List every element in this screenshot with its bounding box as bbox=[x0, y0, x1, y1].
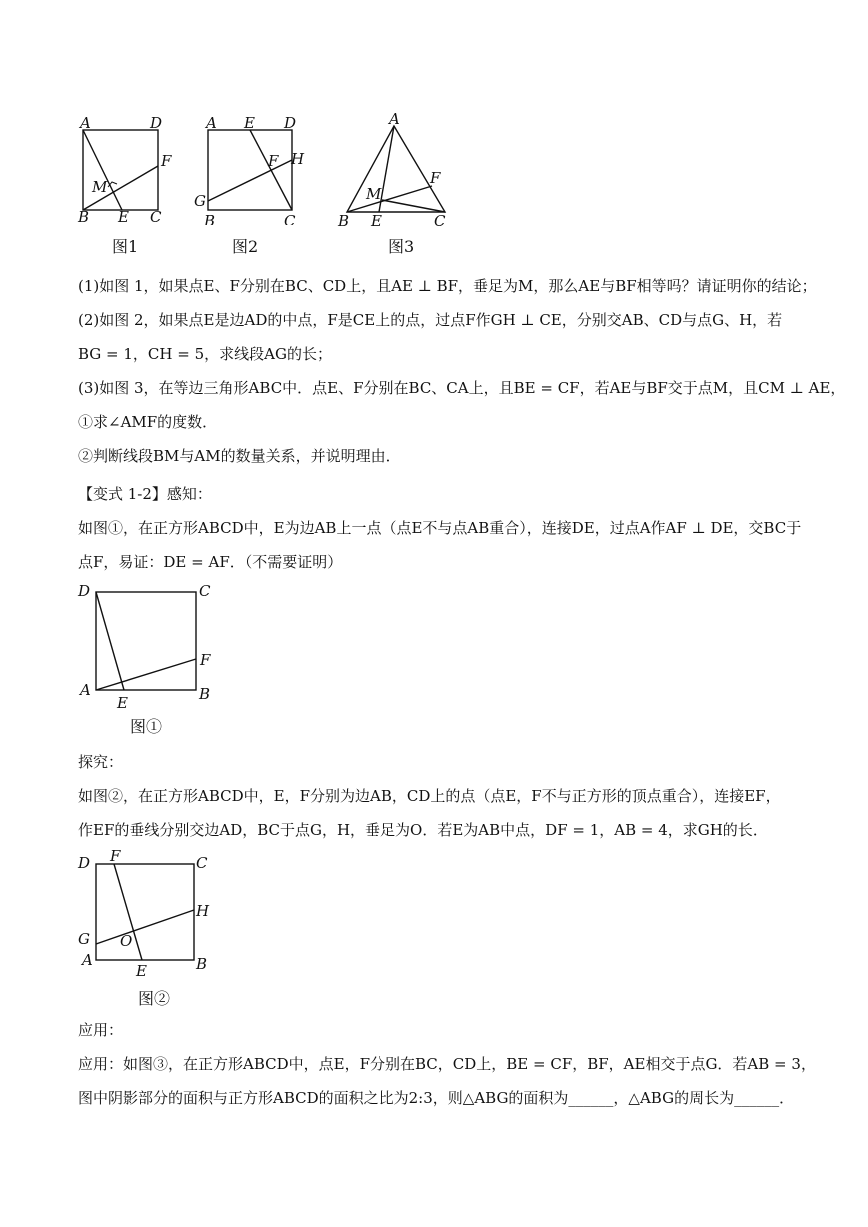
fig2-label-h: H bbox=[291, 150, 305, 168]
fig2-label-f: F bbox=[268, 152, 279, 170]
fig2-segment-gh bbox=[208, 160, 292, 201]
fig2-label-g: G bbox=[194, 192, 206, 210]
figc1-segment-de bbox=[96, 592, 124, 690]
question-2-line-2: BG = 1，CH = 5，求线段AG的长； bbox=[78, 345, 332, 363]
fig2-label-a: A bbox=[206, 114, 217, 132]
figc1-label-b: B bbox=[199, 685, 211, 703]
fig2-label-d: D bbox=[284, 114, 297, 132]
figc1-label-e: E bbox=[117, 694, 128, 708]
figure-3 bbox=[332, 108, 462, 228]
figc2-square bbox=[96, 864, 194, 960]
perceive-line-2: 点F，易证：DE = AF．（不需要证明） bbox=[78, 553, 343, 571]
figc2-label-h: H bbox=[196, 902, 210, 920]
figc2-label-f: F bbox=[110, 847, 121, 865]
figc1-label-f: F bbox=[200, 651, 211, 669]
fig1-label-m: M bbox=[92, 178, 108, 196]
figure-2 bbox=[192, 110, 322, 225]
explore-line-2: 作EF的垂线分别交边AD，BC于点G，H，垂足为O．若E为AB中点，DF = 1，AB = 4，求GH的长． bbox=[78, 821, 768, 839]
figc2-label-a: A bbox=[82, 951, 93, 969]
fig3-label-c: C bbox=[434, 212, 446, 228]
figc1-segment-af bbox=[96, 659, 196, 690]
figc1-caption: 图① bbox=[130, 717, 163, 736]
figc1-label-a: A bbox=[80, 681, 91, 699]
fig2-label-c: C bbox=[284, 212, 296, 225]
fig3-label-m: M bbox=[366, 185, 382, 203]
figc2-label-b: B bbox=[196, 955, 208, 973]
fig1-label-e: E bbox=[118, 208, 129, 225]
fig1-label-a: A bbox=[80, 114, 91, 132]
explore-line-1: 如图②，在正方形ABCD中，E，F分别为边AB，CD上的点（点E，F不与正方形的顶点重合），连接EF， bbox=[78, 787, 781, 805]
question-1: (1)如图 1，如果点E、F分别在BC、CD上，且AE ⊥ BF，垂足为M，那么AE与BF相等吗？请证明你的结论； bbox=[78, 277, 817, 295]
figc2-label-c: C bbox=[196, 854, 208, 872]
fig1-label-d: D bbox=[150, 114, 163, 132]
fig1-square bbox=[83, 130, 158, 210]
apply-line-1: 应用：如图③，在正方形ABCD中，点E，F分别在BC，CD上，BE = CF，BF，AE相交于点G．若AB = 3， bbox=[78, 1055, 816, 1073]
question-3-part-1: ①求∠AMF的度数． bbox=[78, 413, 218, 431]
figc2-label-g: G bbox=[78, 930, 90, 948]
perceive-line-1: 如图①，在正方形ABCD中，E为边AB上一点（点E不与点AB重合），连接DE，过点A作AF ⊥ DE，交BC于 bbox=[78, 519, 802, 537]
figure-circled-1 bbox=[72, 578, 222, 708]
figc1-label-c: C bbox=[199, 582, 211, 600]
figure-1 bbox=[70, 110, 180, 225]
explore-heading: 探究： bbox=[78, 753, 124, 771]
figc1-square bbox=[96, 592, 196, 690]
fig3-label-f: F bbox=[430, 169, 441, 187]
figc2-caption: 图② bbox=[138, 989, 171, 1008]
figc2-label-o: O bbox=[120, 932, 133, 950]
fig3-label-b: B bbox=[338, 212, 350, 228]
apply-heading: 应用： bbox=[78, 1021, 124, 1039]
fig2-label-b: B bbox=[204, 212, 216, 225]
apply-line-2: 图中阴影部分的面积与正方形ABCD的面积之比为2:3，则△ABG的面积为______，△ABG的周长为______． bbox=[78, 1089, 795, 1107]
question-2-line-1: (2)如图 2，如果点E是边AD的中点，F是CE上的点，过点F作GH ⊥ CE，分别交AB、CD与点G、H，若 bbox=[78, 311, 783, 329]
figc2-segment-gh bbox=[96, 910, 194, 944]
fig2-label-e: E bbox=[244, 114, 255, 132]
fig3-label-a: A bbox=[389, 110, 400, 128]
fig3-caption: 图3 bbox=[388, 237, 415, 256]
question-3-part-2: ②判断线段BM与AM的数量关系，并说明理由． bbox=[78, 447, 401, 465]
fig2-caption: 图2 bbox=[232, 237, 259, 256]
fig3-segment-cm bbox=[382, 200, 445, 212]
figure-circled-2 bbox=[72, 846, 222, 976]
fig1-label-c: C bbox=[150, 208, 162, 225]
fig1-label-f: F bbox=[161, 152, 172, 170]
figc2-label-d: D bbox=[78, 854, 91, 872]
figc2-label-e: E bbox=[136, 962, 147, 976]
variant-heading: 【变式 1-2】感知： bbox=[78, 485, 212, 503]
fig3-label-e: E bbox=[371, 212, 382, 228]
figc1-label-d: D bbox=[78, 582, 91, 600]
fig1-caption: 图1 bbox=[112, 237, 139, 256]
fig1-label-b: B bbox=[78, 208, 90, 225]
fig2-square bbox=[208, 130, 292, 210]
question-3: (3)如图 3，在等边三角形ABC中．点E、F分别在BC、CA上，且BE = CF，若AE与BF交于点M，且CM ⊥ AE， bbox=[78, 379, 846, 397]
